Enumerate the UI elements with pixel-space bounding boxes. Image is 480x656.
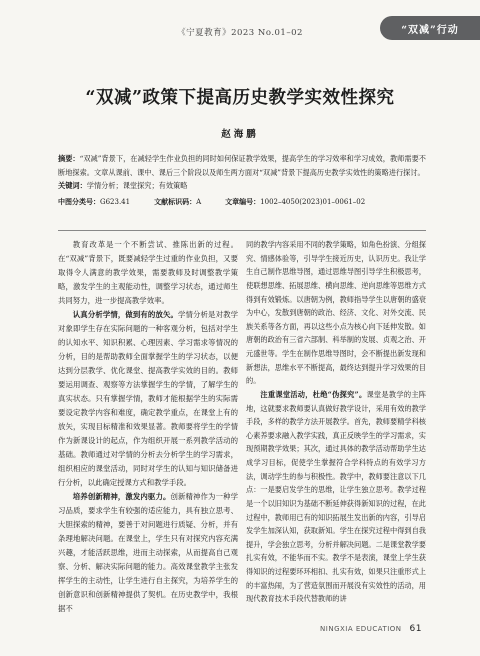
section-heading: 培养创新精神，激发内驱力。 [72,491,171,501]
running-head: 《宁夏教育》2023 No.01–02 [177,28,303,38]
keywords [58,179,426,193]
article-author: 赵海鹏 [221,129,259,140]
section-tab: “双减”行动 [380,16,480,40]
section-heading: 认真分析学情，做到有的放矢。 [72,309,178,319]
article-title: “双减”政策下提高历史教学实效性探究 [85,88,395,108]
journal-name: NINGXIA EDUCATION [320,625,402,633]
abstract-text: “双减”背景下，在减轻学生作业负担的同时如何保证教学效果，提高学生的学习效率和学习成效，教师需要不断地探索。文章从课前、课中、课后三个阶段以及师生两方面对“双减”背景下提高历史教学实效性的策略进行探讨。 [58,154,426,177]
article-id: 文章编号：1002–4050(2023)01–0061–02 [225,196,366,206]
body-paragraph: 培养创新精神，激发内驱力。创新精神作为一种学习品质，要求学生有较强的适应能力，具有独立思考、大胆探索的精神，要善于对问题进行质疑、分析，并有条理地解决问题。在课堂上，学生只有对探究内容充满兴趣，才能活跃思维，进而主动探索，从而提高自己观察、分析、解决实际问题的能力。高效课堂教学主张发挥学生的主动性，让学生进行自主探究，为培养学生的创新意识和创新精神提供了契机。在历史教学中，我根据不 [58,491,238,613]
body-paragraph: 注重课堂活动，杜绝“伪探究”。课堂是教学的主阵地，这就要求教师要认真做好教学设计，采用有效的教学手段，多样的教学方法开展教学。首先，教师要精学科核心素养要求融入教学实践，真正反映学生的学习需求，实现预期教学效果；其次，通过具体的教学活动帮助学生达成学习目标，促使学生掌握符合学科特点的有效学习方法，调动学生的参与积极性。教学中，教师要注意以下几点：一是要启发学生的思维，让学生独立思考。教学过程是一个以旧知识为基础不断延伸获得新知识的过程，在此过程中，教师用已有的知识拓展生发出新的内容，引导启发学生加深认知，获取新知。学生在探究过程中得到自我提升，学会独立思考，分析并解决问题。二是课堂教学要扎实有效，不能华而不实。教学不是表演，课堂上学生获得知识的过程要环环相扣、扎实有效，如果只注重形式上的丰富热闹，为了营造氛围而开展没有实效性的活动，用现代教育技术手段代替教师的讲 [246,389,426,604]
body-column-right [246,238,426,606]
section-heading: 注重课堂活动，杜绝“伪探究”。 [260,389,367,399]
document-code: 文献标识码：A [154,196,202,206]
clc-code: 中图分类号：G623.41 [58,196,131,206]
body-paragraph: 认真分析学情，做到有的放矢。学情分析是对教学对象即学生存在实际问题的一种客观分析，包括对学生的认知水平、知识积累、心理因素、学习需求等情况的分析，目的是帮助教师全面掌握学生的学习状态，以便达到分层教学、优化课堂、提高教学实效的目的。教师要运用调查、观察等方法掌握学生的学情，了解学生的真实状态。只有掌握学情，教师才能根据学生的实际需要设定教学内容和难度，确定教学重点，在课堂上有的放矢，实现目标精准和效果显著。教师要将学生的学情作为新课设计的起点，作为组织开展一系列教学活动的基础。教师通过对学情的分析去分析学生的学习需求，组织相应的课堂活动，同时对学生的认知与知识储备进行分析，以此确定授课方式和教学手段。 [58,309,238,487]
body-column-left [58,238,238,616]
keywords-text: 学情分析；课堂探究；有效策略 [86,181,188,190]
abstract-divider [58,230,426,231]
classification-row [58,197,426,207]
keywords-label: 关键词： [58,181,87,190]
body-paragraph: 同的教学内容采用不同的教学策略，如角色扮演、分组探究、情感体验等，引导学生接近历史，认识历史。我让学生自己制作思维导图，通过思维导图引导学生积极思考，使联想思维、拓展思维、横向思维、逆向思维等思维方式得到有效锻炼。以唐朝为例，教师指导学生以唐朝的盛衰为中心，发散到唐朝的政治、经济、文化、对外交流、民族关系等各方面，再以这些小点为核心向下延伸发散。如唐朝的政治有三省六部制、科举制的发展、贞观之治、开元盛世等。学生在制作思维导图时，会不断提出新发现和新想法，思维水平不断提高，最终达到提升学习效果的目的。 [246,240,426,386]
page-number: 61 [409,624,422,634]
abstract [58,152,426,179]
abstract-block [58,152,426,207]
abstract-label: 摘要： [58,154,80,163]
page-footer [320,624,422,634]
body-paragraph: 教育改革是一个不断尝试、推陈出新的过程。在“双减”背景下，既要减轻学生过重的作业负担，又要取得令人满意的教学效果，需要教师及时调整教学策略，激发学生的主观能动性，调整学习状态，通过师生共同努力，进一步提高教学效率。 [58,240,238,305]
